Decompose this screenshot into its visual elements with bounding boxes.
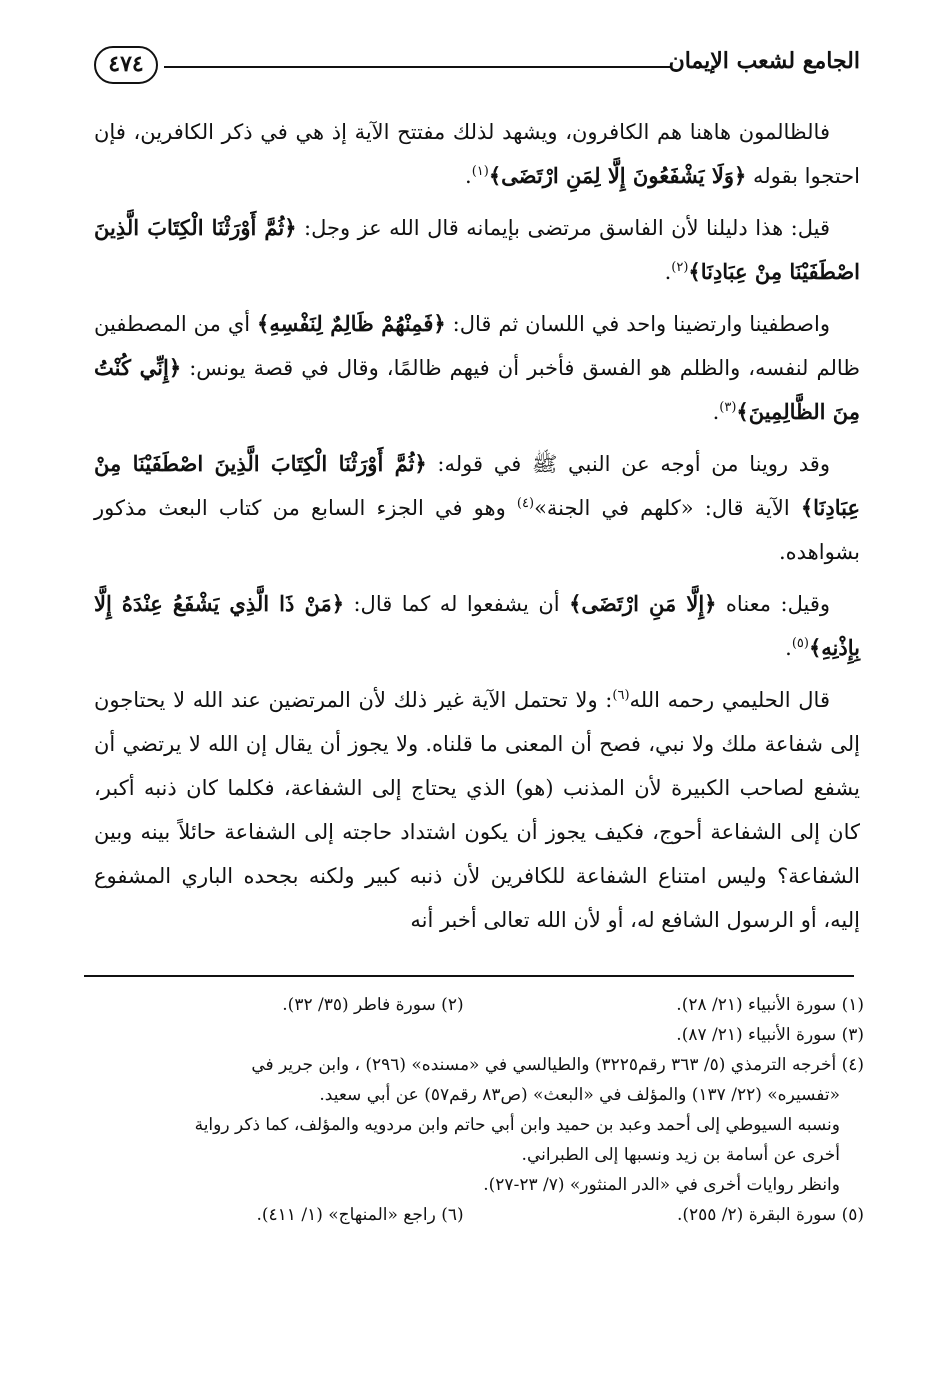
footnote-row xyxy=(94,990,864,1020)
footnote-reference: (٣) xyxy=(719,400,737,415)
text-run: . xyxy=(712,400,720,424)
text-run: قال الحليمي رحمه الله xyxy=(629,688,830,712)
text-run: قيل: هذا دليلنا لأن الفاسق مرتضى بإيمانه قال الله عز وجل: xyxy=(296,216,831,240)
paragraph xyxy=(94,678,860,942)
quran-quote: ﴿مَنْ ذَا الَّذِي يَشْفَعُ عِنْدَهُ إِلَّا بِإِذْنِهِ﴾ xyxy=(94,591,860,660)
book-title: الجامع لشعب الإيمان xyxy=(668,48,860,74)
paragraph xyxy=(94,442,860,574)
header-rule xyxy=(164,66,670,68)
quran-quote: ﴿وَلَا يَشْفَعُونَ إِلَّا لِمَنِ ارْتَضَى﴾ xyxy=(488,163,747,188)
text-run: وقيل: معناه xyxy=(716,592,831,616)
text-run: فالظالمون هاهنا هم الكافرون، ويشهد لذلك مفتتح الآية إذ هي في ذكر الكافرين، فإن احتجوا بقوله xyxy=(94,120,860,188)
footnote-row xyxy=(94,1200,864,1230)
quran-quote: ﴿إِنِّي كُنْتُ مِنَ الظَّالِمِينَ﴾ xyxy=(94,355,860,424)
footnote-2: (٢) سورة فاطر (٣٥/ ٣٢). xyxy=(282,995,464,1015)
text-run: . xyxy=(465,164,472,188)
footnote-4-line: وانظر روايات أخرى في «الدر المنثور» (٧/ ٢٣-٢٧). xyxy=(483,1175,840,1195)
quran-quote: ﴿ثُمَّ أَوْرَثْنَا الْكِتَابَ الَّذِينَ اصْطَفَيْنَا مِنْ عِبَادِنَا﴾ xyxy=(94,451,860,520)
paragraph xyxy=(94,206,860,294)
footnote-5: (٥) سورة البقرة (٢/ ٢٥٥). xyxy=(676,1205,864,1225)
footnote-reference: (٦) xyxy=(612,688,630,703)
paragraph xyxy=(94,582,860,670)
footnote-4-line: أخرى عن أسامة بن زيد ونسبها إلى الطبراني. xyxy=(521,1145,840,1165)
text-run: وقد روينا من أوجه عن النبي ﷺ في قوله: xyxy=(426,452,830,476)
footnote-3: (٣) سورة الأنبياء (٢١/ ٨٧). xyxy=(676,1025,864,1045)
quran-quote: ﴿فَمِنْهُمْ ظَالِمٌ لِنَفْسِهِ﴾ xyxy=(257,311,446,336)
footnote-4 xyxy=(94,1050,864,1200)
text-run: أي من المصطفين ظالم لنفسه، والظلم هو الفسق فأخبر أن فيهم ظالمًا، وقال في قصة يونس: xyxy=(94,312,860,380)
quran-quote: ﴿ثُمَّ أَوْرَثْنَا الْكِتَابَ الَّذِينَ اصْطَفَيْنَا مِنْ عِبَادِنَا﴾ xyxy=(94,215,860,284)
quran-quote: ﴿إِلَّا مَنِ ارْتَضَى﴾ xyxy=(569,591,717,616)
footnote-reference: (٢) xyxy=(671,260,689,275)
footnote-4-line: «تفسيره» (٢٢/ ١٣٧) والمؤلف في «البعث» (ص٨٣ رقم٥٧) عن أبي سعيد. xyxy=(319,1085,840,1105)
body-text xyxy=(94,110,860,950)
footnotes xyxy=(94,990,864,1230)
footnote-1: (١) سورة الأنبياء (٢١/ ٢٨). xyxy=(676,995,864,1015)
footnote-reference: (٥) xyxy=(791,636,809,651)
text-run: . xyxy=(664,260,672,284)
paragraph xyxy=(94,302,860,434)
text-run: : ولا تحتمل الآية غير ذلك لأن المرتضين عند الله لا يحتاجون إلى شفاعة ملك ولا نبي، فصح أن المعنى ما قلناه. ولا يجوز أن يقال إن الله لا يرتضي أن يشفع لصاحب الكبيرة لأن المذنب (هو) الذي يحتاج إلى الشفاعة، فكلما كان ذنبه أكبر، كان إلى الشفاعة أحوج، فكيف يجوز أن يكون اشتداد حاجته إلى الشفاعة حائلاً بينه وبين الشفاعة؟ وليس امتناع الشفاعة للكافرين لأن ذنبه كبير ولكنه بجحده الباري المشفوع إليه، أو الرسول الشافع له، أو لأن الله تعالى أخبر أنه xyxy=(94,688,860,932)
footnote-4-line: ونسبه السيوطي إلى أحمد وعبد بن حميد وابن أبي حاتم وابن مردويه والمؤلف، كما ذكر رواية xyxy=(194,1115,840,1135)
footnote-reference: (٤) xyxy=(516,496,535,511)
footnote-separator xyxy=(84,975,854,977)
text-run: واصطفينا وارتضينا واحد في اللسان ثم قال: xyxy=(445,312,830,336)
footnote-4-line: (٤) أخرجه الترمذي (٥/ ٣٦٣ رقم٣٢٢٥) والطيالسي في «مسنده» (٢٩٦) ، وابن جرير في xyxy=(251,1055,864,1075)
page-number: ٤٧٤ xyxy=(94,46,158,84)
footnote-row xyxy=(94,1020,864,1050)
paragraph xyxy=(94,110,860,198)
text-run: . xyxy=(785,636,792,660)
text-run: أن يشفعوا له كما قال: xyxy=(344,592,570,616)
text-run: الآية قال: «كلهم في الجنة» xyxy=(534,496,801,520)
footnote-reference: (١) xyxy=(471,164,489,179)
footnote-6: (٦) راجع «المنهاج» (١/ ٤١١). xyxy=(256,1205,464,1225)
page-header xyxy=(94,42,860,96)
text-run: وهو في الجزء السابع من كتاب البعث مذكور بشواهده. xyxy=(94,496,860,564)
